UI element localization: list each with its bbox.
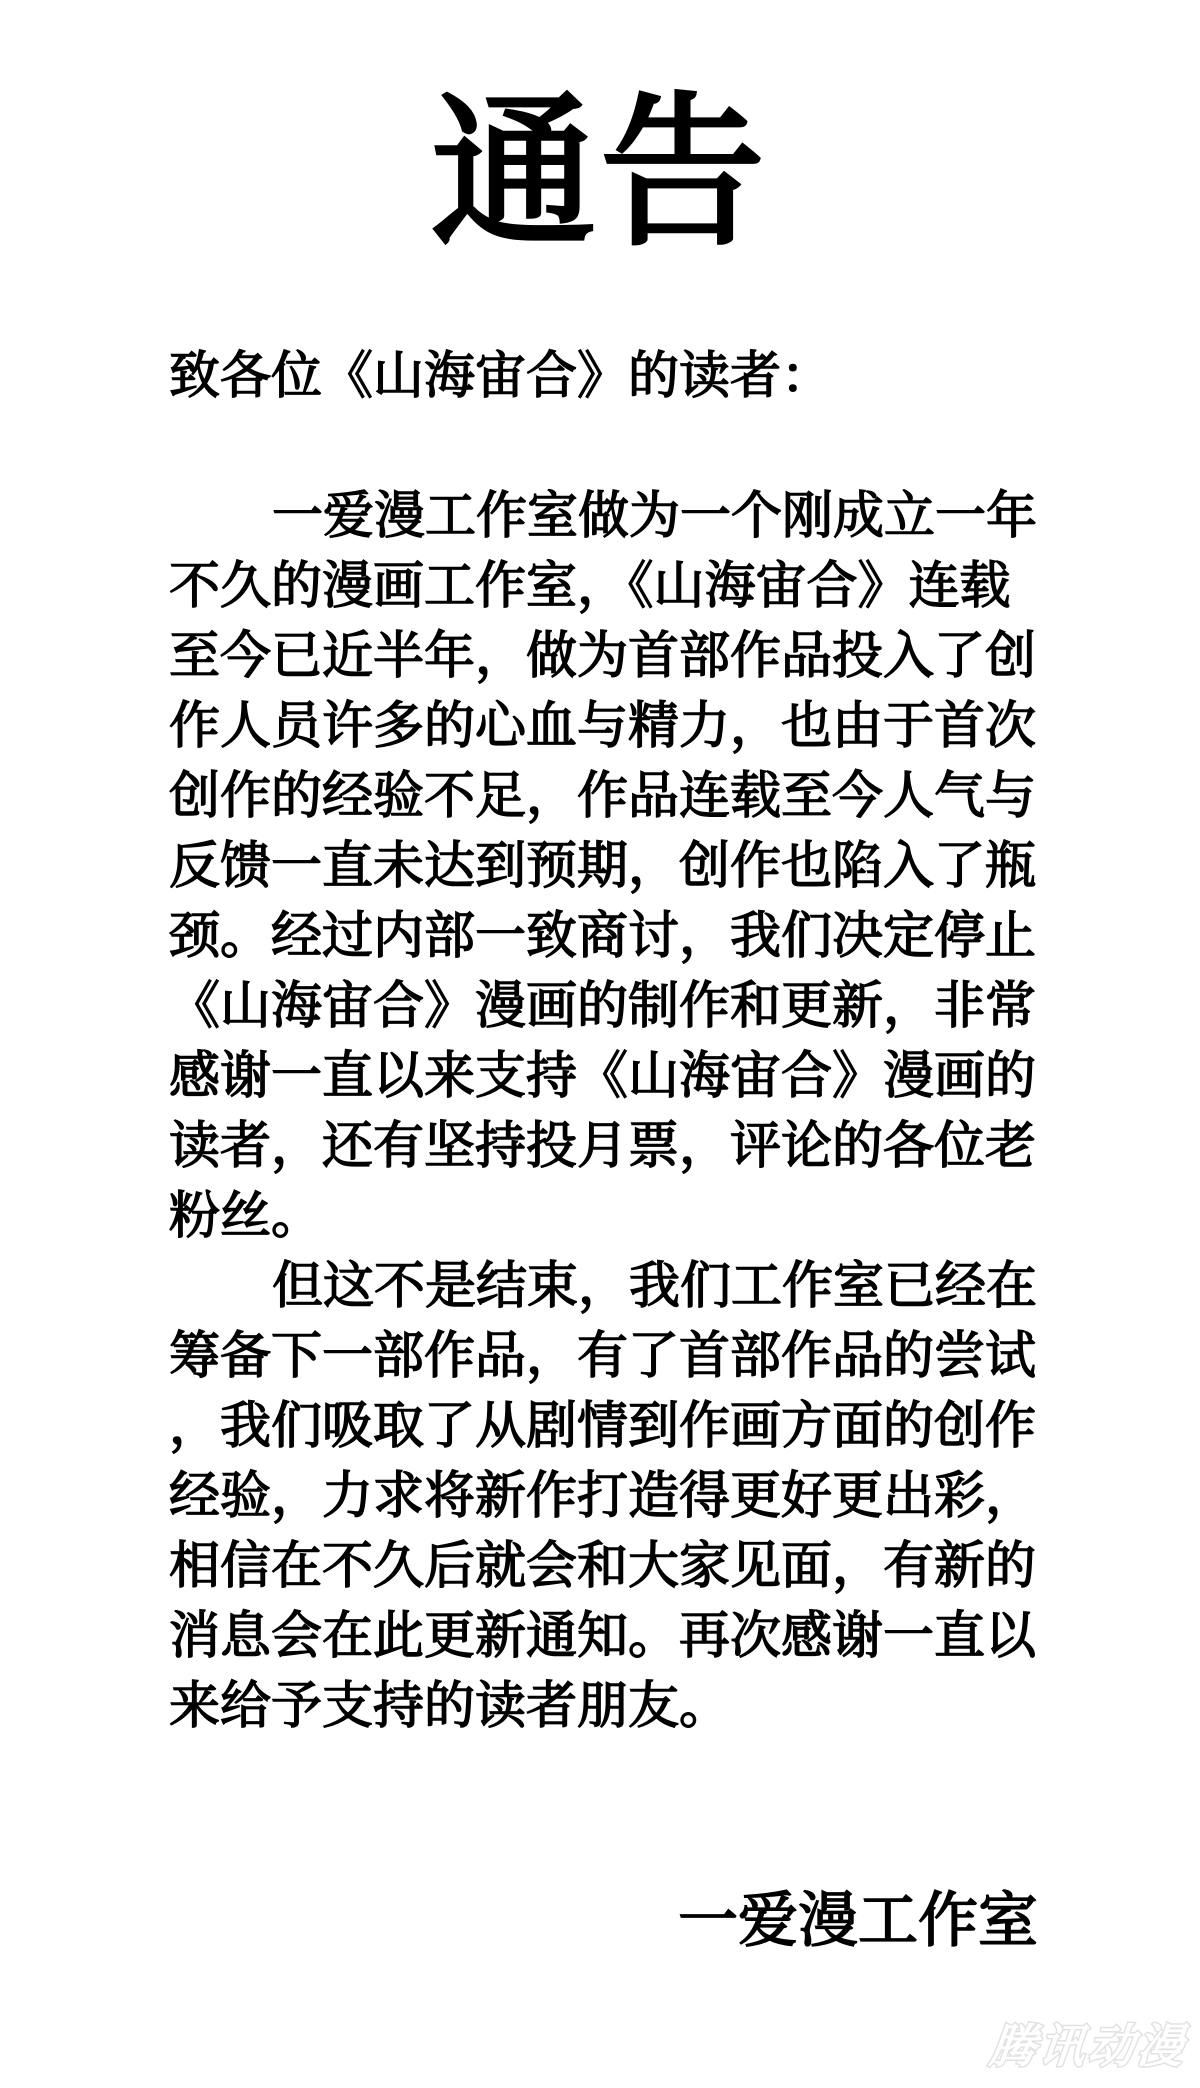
- body-line: 颈。经过内部一致商讨，我们决定停止: [169, 907, 1037, 964]
- body-line: 经验，力求将新作打造得更好更出彩，: [169, 1467, 1037, 1524]
- body-line: 消息会在此更新通知。再次感谢一直以: [169, 1607, 1037, 1664]
- body-line: 相信在不久后就会和大家见面，有新的: [169, 1537, 1037, 1594]
- page-title: 通告: [431, 83, 769, 266]
- body-line: 不久的漫画工作室，《山海宙合》连载: [169, 557, 1011, 614]
- body-line: 来给予支持的读者朋友。: [169, 1677, 731, 1734]
- spacer: [169, 411, 1038, 481]
- body-line: 读者，还有坚持投月票，评论的各位老: [169, 1117, 1037, 1174]
- body-line: 反馈一直未达到预期，创作也陷入了瓶: [169, 837, 1037, 894]
- notice-body: [169, 341, 1038, 1741]
- body-line: 粉丝。: [169, 1187, 323, 1244]
- body-line: 至今已近半年，做为首部作品投入了创: [169, 627, 1037, 684]
- signature: 一爱漫工作室: [678, 1887, 1038, 1954]
- body-line: 筹备下一部作品，有了首部作品的尝试: [169, 1327, 1037, 1384]
- salutation: 致各位《山海宙合》的读者：: [169, 347, 833, 404]
- tencent-comics-watermark: 腾讯动漫: [987, 2020, 1189, 2072]
- body-line: 创作的经验不足，作品连载至今人气与: [169, 767, 1037, 824]
- body-line: 作人员许多的心血与精力，也由于首次: [169, 697, 1037, 754]
- body-line: 《山海宙合》漫画的制作和更新，非常: [169, 977, 1037, 1034]
- body-line: 一爱漫工作室做为一个刚成立一年: [272, 487, 1038, 544]
- body-line: 但这不是结束，我们工作室已经在: [272, 1257, 1038, 1314]
- body-line: ，我们吸取了从剧情到作画方面的创作: [169, 1397, 1037, 1454]
- body-line: 感谢一直以来支持《山海宙合》漫画的: [169, 1047, 1037, 1104]
